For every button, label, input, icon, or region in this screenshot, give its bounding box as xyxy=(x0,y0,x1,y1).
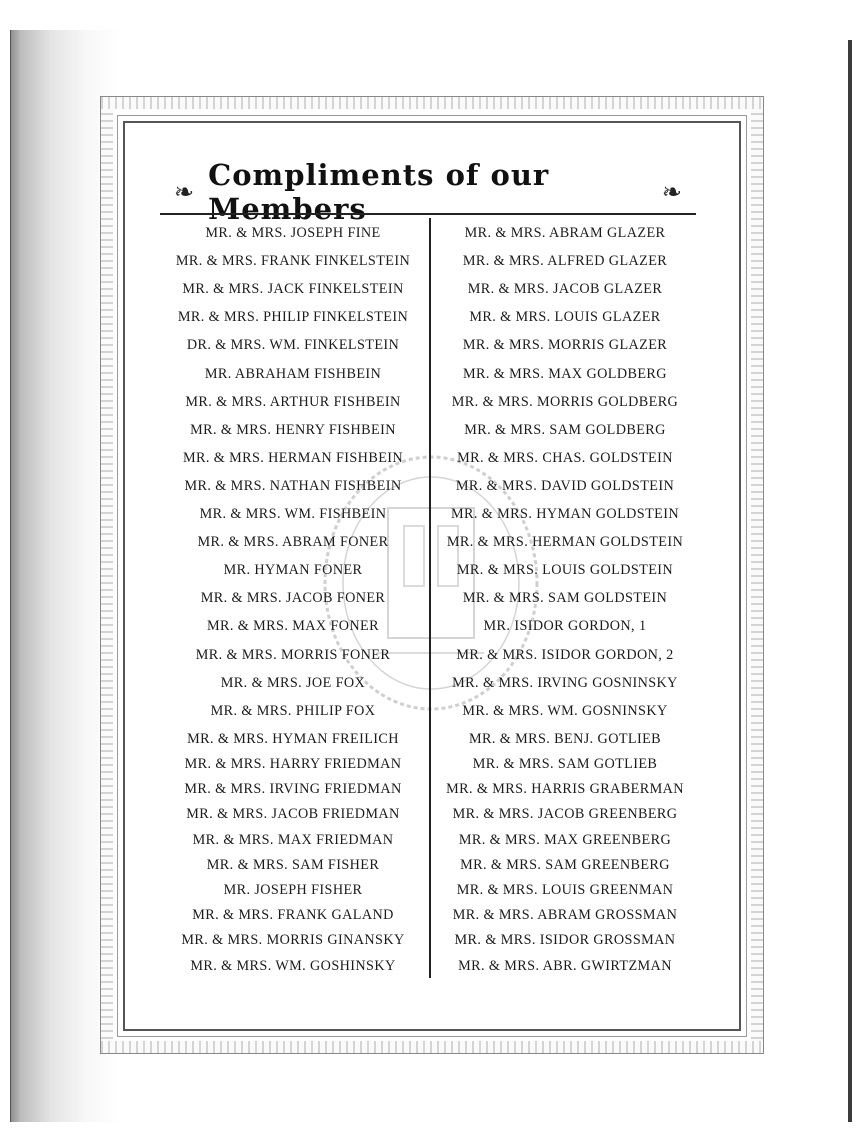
member-name: MR. & MRS. SAM GOLDSTEIN xyxy=(462,590,668,607)
column-divider xyxy=(429,218,431,978)
member-name: MR. & MRS. MORRIS GOLDBERG xyxy=(451,393,679,410)
page-title: Compliments of our Members xyxy=(208,158,550,226)
member-name: MR. HYMAN FONER xyxy=(223,562,363,579)
member-name: MR. & MRS. WM. GOSNINSKY xyxy=(462,702,668,719)
member-name: MR. & MRS. CHAS. GOLDSTEIN xyxy=(457,449,673,466)
leaf-ornament-icon: ❧ xyxy=(174,179,195,206)
member-name: MR. & MRS. HYMAN GOLDSTEIN xyxy=(451,506,679,522)
member-name: MR. & MRS. DAVID GOLDSTEIN xyxy=(455,477,675,494)
member-name: MR. & MRS. BENJ. GOTLIEB xyxy=(468,730,662,747)
page-heading xyxy=(160,158,696,226)
member-name: MR. & MRS. LOUIS GREENMAN xyxy=(456,882,674,898)
member-name: MR. & MRS. HYMAN FREILICH xyxy=(187,730,399,747)
member-name: DR. & MRS. WM. FINKELSTEIN xyxy=(186,337,400,354)
member-name: MR. & MRS. WM. GOSHINSKY xyxy=(190,957,396,974)
member-name: MR. & MRS. ABRAM GROSSMAN xyxy=(452,907,678,924)
member-name: MR. & MRS. SAM GOLDBERG xyxy=(464,421,666,438)
member-name: MR. & MRS. HERMAN GOLDSTEIN xyxy=(446,534,684,551)
member-name: MR. & MRS. IRVING FRIEDMAN xyxy=(184,781,402,798)
member-name: MR. & MRS. JOE FOX xyxy=(220,674,366,691)
member-name: MR. & MRS. MAX FONER xyxy=(207,618,379,635)
member-name: MR. & MRS. SAM FISHER xyxy=(206,856,380,873)
member-name: MR. & MRS. MORRIS GLAZER xyxy=(462,337,668,354)
page-edge-shadow xyxy=(848,40,852,1122)
member-name: MR. & MRS. JACOB GREENBERG xyxy=(452,806,678,823)
leaf-ornament-icon: ❧ xyxy=(661,179,682,206)
member-name: MR. & MRS. MORRIS FONER xyxy=(195,646,391,663)
member-name: MR. & MRS. JACK FINKELSTEIN xyxy=(182,281,404,298)
member-name: MR. & MRS. FRANK FINKELSTEIN xyxy=(175,253,411,270)
member-name: MR. & MRS. PHILIP FOX xyxy=(210,702,376,719)
member-name: MR. JOSEPH FISHER xyxy=(223,882,363,898)
member-name: MR. & MRS. HERMAN FISHBEIN xyxy=(182,449,404,466)
member-name: MR. ABRAHAM FISHBEIN xyxy=(204,365,382,382)
member-name: MR. & MRS. ISIDOR GROSSMAN xyxy=(454,932,676,949)
member-name: MR. & MRS. JACOB FONER xyxy=(200,590,386,607)
member-name: MR. & MRS. ALFRED GLAZER xyxy=(462,253,668,270)
member-name: MR. & MRS. MAX GOLDBERG xyxy=(463,365,667,382)
member-name: MR. & MRS. SAM GREENBERG xyxy=(460,856,670,873)
member-name: MR. & MRS. FRANK GALAND xyxy=(192,907,394,924)
title-underline xyxy=(160,213,696,215)
member-name: MR. & MRS. HARRY FRIEDMAN xyxy=(184,756,402,772)
member-name: MR. ISIDOR GORDON, 1 xyxy=(483,618,647,635)
member-name: MR. & MRS. JOSEPH FINE xyxy=(205,225,381,241)
member-name: MR. & MRS. MORRIS GINANSKY xyxy=(181,932,405,949)
member-name: MR. & MRS. JACOB FRIEDMAN xyxy=(186,806,400,823)
member-name: MR. & MRS. NATHAN FISHBEIN xyxy=(184,477,402,494)
member-name: MR. & MRS. LOUIS GOLDSTEIN xyxy=(456,562,674,579)
member-name: MR. & MRS. SAM GOTLIEB xyxy=(472,756,658,772)
member-name: MR. & MRS. ARTHUR FISHBEIN xyxy=(185,393,401,410)
member-name: MR. & MRS. HARRIS GRABERMAN xyxy=(446,781,684,798)
member-name: MR. & MRS. ISIDOR GORDON, 2 xyxy=(456,646,674,663)
member-name: MR. & MRS. JACOB GLAZER xyxy=(467,281,663,298)
member-name: MR. & MRS. IRVING GOSNINSKY xyxy=(452,674,678,691)
member-name: MR. & MRS. MAX GREENBERG xyxy=(458,831,672,848)
member-name: MR. & MRS. ABRAM GLAZER xyxy=(464,225,666,241)
member-name: MR. & MRS. LOUIS GLAZER xyxy=(469,309,661,326)
member-name: MR. & MRS. WM. FISHBEIN xyxy=(199,506,387,522)
member-name: MR. & MRS. MAX FRIEDMAN xyxy=(192,831,394,848)
member-name: MR. & MRS. ABR. GWIRTZMAN xyxy=(458,957,672,974)
member-name: MR. & MRS. ABRAM FONER xyxy=(197,534,389,551)
member-name: MR. & MRS. PHILIP FINKELSTEIN xyxy=(177,309,409,326)
member-name: MR. & MRS. HENRY FISHBEIN xyxy=(190,421,396,438)
